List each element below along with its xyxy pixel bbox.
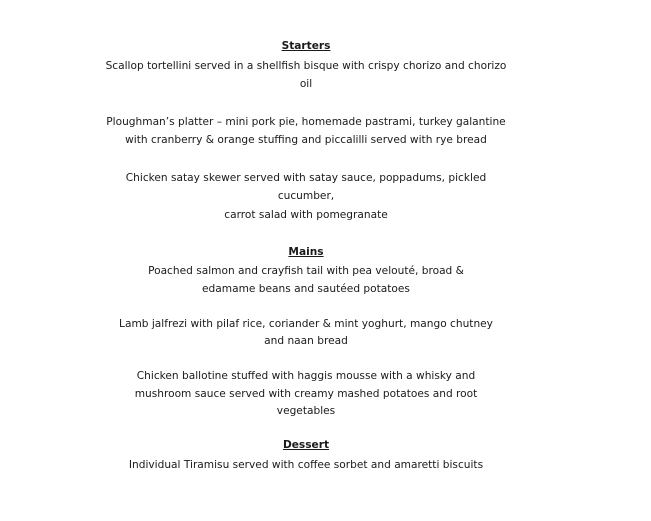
starter-2-line-2: with cranberry & orange stuffing and piccalilli served with rye bread <box>125 134 487 146</box>
main-2-line-1: Lamb jalfrezi with pilaf rice, coriander & mint yoghurt, mango chutney <box>119 318 493 330</box>
starter-1-line-1: Scallop tortellini served in a shellfish bisque with crispy chorizo and chorizo <box>105 60 507 72</box>
main-3-line-1: Chicken ballotine stuffed with haggis mousse with a whisky and <box>136 370 476 382</box>
main-1-line-2: edamame beans and sautéed potatoes <box>202 283 410 295</box>
dessert-1-line-1: Individual Tiramisu served with coffee sorbet and amaretti biscuits <box>128 459 484 471</box>
main-1-line-1: Poached salmon and crayfish tail with pea velouté, broad & <box>148 265 464 277</box>
mains-heading: Mains <box>288 246 324 258</box>
starter-1-line-2: oil <box>299 78 313 90</box>
main-2-line-2: and naan bread <box>264 335 348 347</box>
main-3-line-3: vegetables <box>276 405 336 417</box>
starter-2-line-1: Ploughman’s platter – mini pork pie, homemade pastrami, turkey galantine <box>106 116 506 128</box>
dessert-heading: Dessert <box>282 439 330 451</box>
starter-3-line-3: carrot salad with pomegranate <box>224 209 388 221</box>
main-3-line-2: mushroom sauce served with creamy mashed potatoes and root <box>134 388 478 400</box>
starter-3-line-1: Chicken satay skewer served with satay sauce, poppadums, pickled <box>125 172 487 184</box>
starters-heading: Starters <box>281 40 331 52</box>
starter-3-line-2: cucumber, <box>277 190 335 202</box>
